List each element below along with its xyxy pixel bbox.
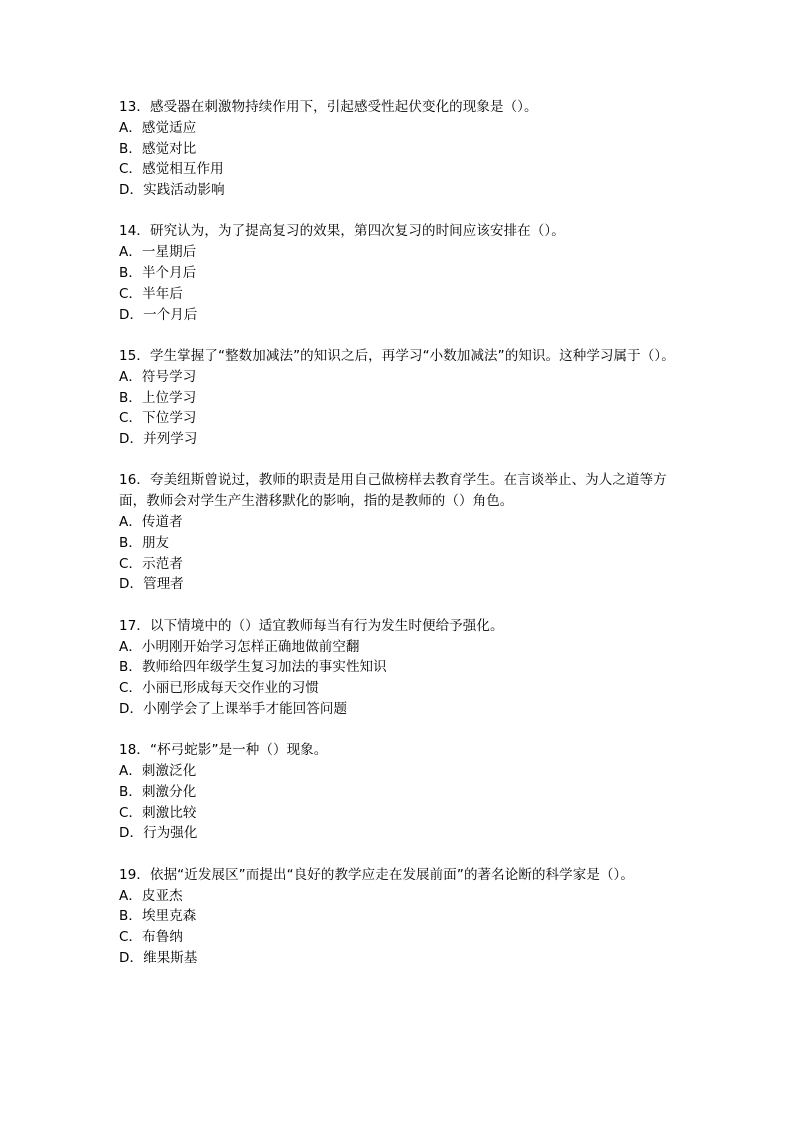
option-b: B．埃里克森 bbox=[119, 908, 197, 925]
question-stem: 13．感受器在刺激物持续作用下，引起感受性起伏变化的现象是（）。 bbox=[119, 99, 538, 115]
question-15 bbox=[119, 346, 679, 450]
option-b: B．教师给四年级学生复习加法的事实性知识 bbox=[119, 659, 387, 676]
question-13 bbox=[119, 97, 679, 201]
option-c: C．刺激比较 bbox=[119, 804, 197, 821]
option-d: D．维果斯基 bbox=[119, 949, 198, 966]
question-16 bbox=[119, 470, 679, 595]
option-c: C．下位学习 bbox=[119, 410, 197, 427]
question-stem: 18．“杯弓蛇影”是一种（）现象。 bbox=[119, 742, 328, 759]
question-stem: 16．夸美纽斯曾说过，教师的职责是用自己做榜样去教育学生。在言谈举止、为人之道等方面，教师会对学生产生潜移默化的影响，指的是教师的（）角色。 bbox=[119, 472, 667, 510]
option-c: C．示范者 bbox=[119, 555, 183, 572]
question-stem: 15．学生掌握了“整数加减法”的知识之后，再学习“小数加减法”的知识。这种学习属于（）。 bbox=[119, 347, 675, 364]
question-stem: 19．依据“近发展区”而提出“良好的教学应走在发展前面”的著名论断的科学家是（）。 bbox=[119, 866, 635, 883]
option-d: D．实践活动影响 bbox=[119, 182, 225, 199]
option-d: D．管理者 bbox=[119, 576, 184, 593]
question-19 bbox=[119, 865, 679, 969]
option-d: D．并列学习 bbox=[119, 431, 198, 448]
option-b: B．上位学习 bbox=[119, 389, 197, 406]
option-d: D．行为强化 bbox=[119, 825, 198, 842]
question-stem: 17．以下情境中的（）适宜教师每当有行为发生时便给予强化。 bbox=[119, 617, 504, 634]
option-b: B．感觉对比 bbox=[119, 140, 197, 157]
option-d: D．一个月后 bbox=[119, 306, 198, 323]
option-c: C．小丽已形成每天交作业的习惯 bbox=[119, 680, 319, 697]
option-c: C．感觉相互作用 bbox=[119, 161, 224, 178]
question-17 bbox=[119, 616, 679, 720]
option-b: B．朋友 bbox=[119, 534, 170, 551]
option-c: C．布鲁纳 bbox=[119, 929, 183, 946]
document-page bbox=[119, 97, 679, 989]
question-14 bbox=[119, 221, 679, 325]
option-a: A．符号学习 bbox=[119, 368, 197, 385]
option-b: B．半个月后 bbox=[119, 265, 197, 282]
option-a: A．小明刚开始学习怎样正确地做前空翻 bbox=[119, 638, 360, 655]
option-a: A．皮亚杰 bbox=[119, 887, 183, 904]
question-18 bbox=[119, 740, 679, 844]
option-a: A．刺激泛化 bbox=[119, 763, 197, 780]
option-a: A．感觉适应 bbox=[119, 119, 197, 136]
question-stem: 14．研究认为，为了提高复习的效果，第四次复习的时间应该安排在（）。 bbox=[119, 223, 565, 240]
option-b: B．刺激分化 bbox=[119, 783, 197, 800]
option-c: C．半年后 bbox=[119, 285, 183, 302]
option-a: A．传道者 bbox=[119, 514, 183, 531]
option-d: D．小刚学会了上课举手才能回答问题 bbox=[119, 700, 348, 717]
option-a: A．一星期后 bbox=[119, 244, 197, 261]
